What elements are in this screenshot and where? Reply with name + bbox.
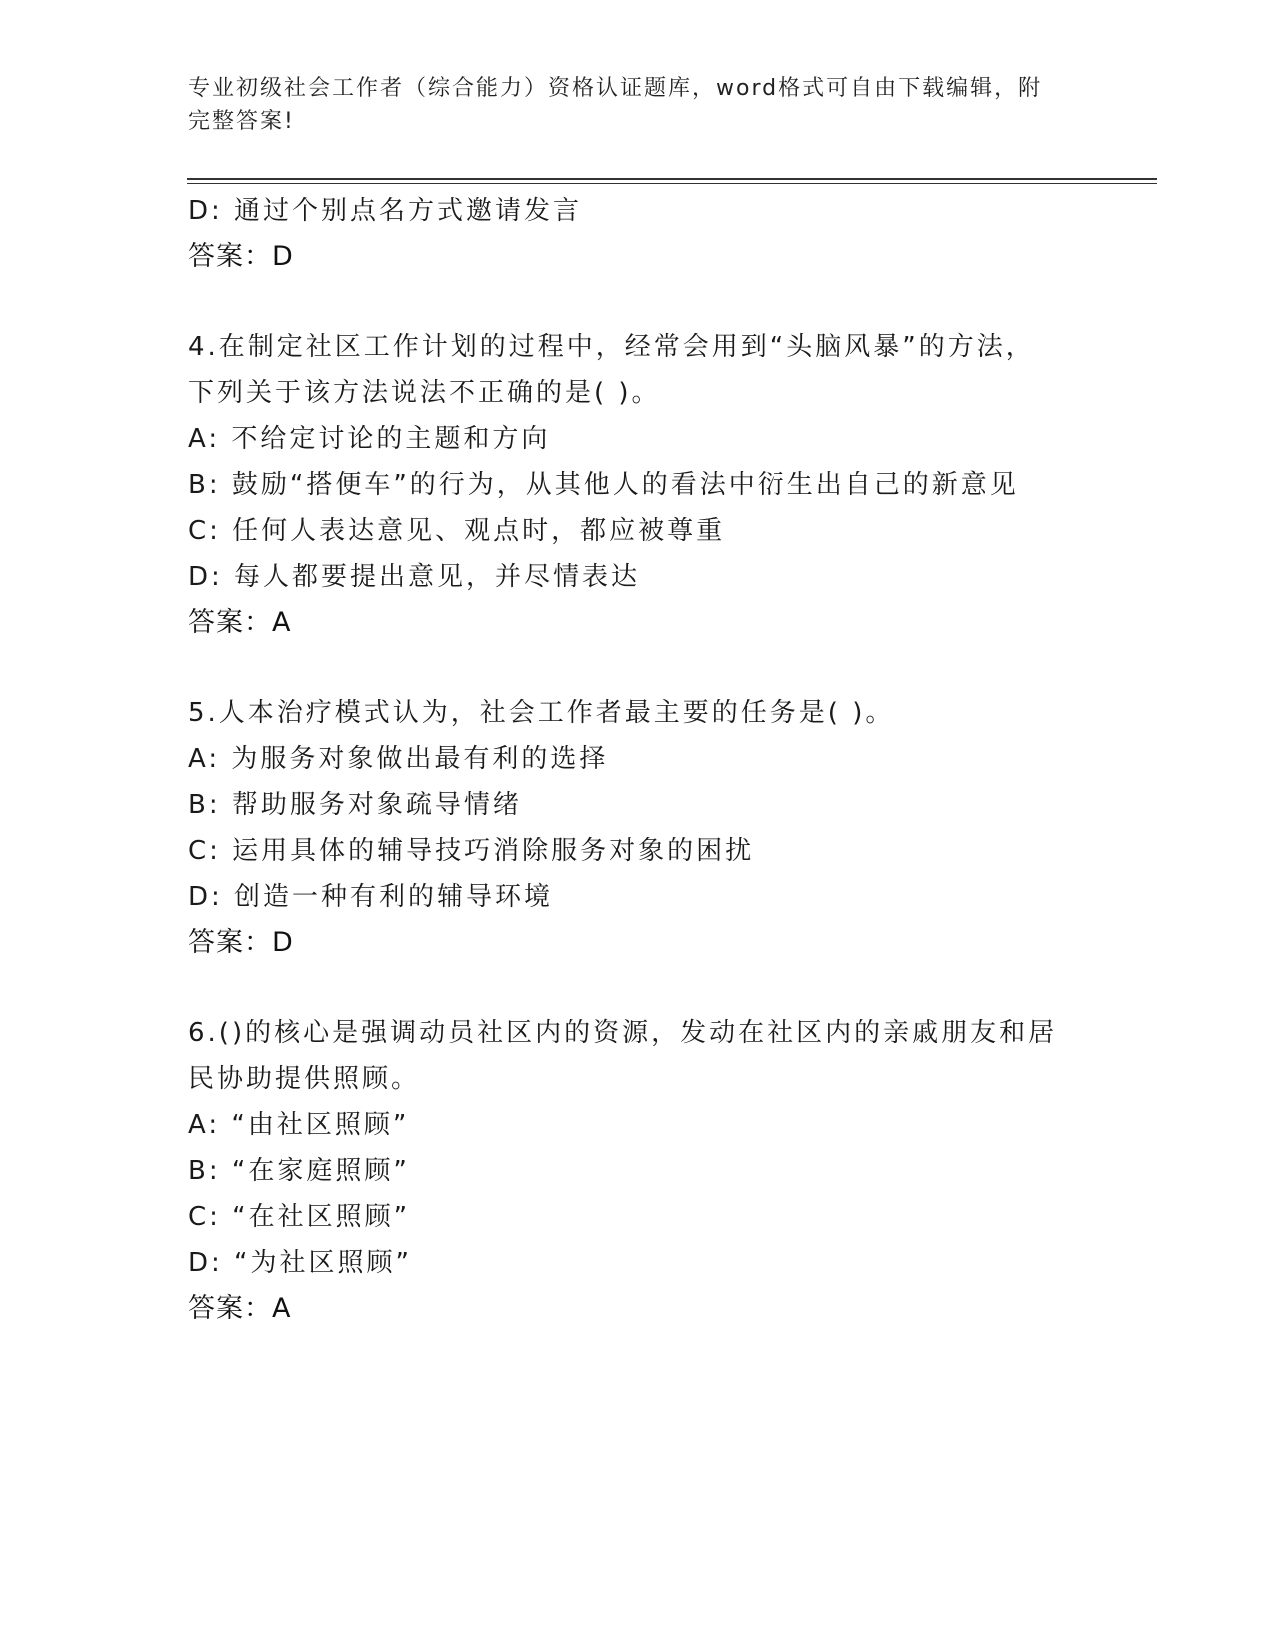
q4-stem-line-2: 下列关于该方法说法不正确的是( )。 <box>188 378 661 408</box>
q6-option-b: B: “在家庭照顾” <box>188 1156 410 1186</box>
question-6 <box>188 1010 1128 1332</box>
q6-stem-line-1: 6.()的核心是强调动员社区内的资源，发动在社区内的亲戚朋友和居 <box>188 1018 1058 1048</box>
spacer <box>188 280 1128 324</box>
q4-answer: 答案：A <box>188 607 292 638</box>
q6-option-c: C: “在社区照顾” <box>188 1202 411 1232</box>
page-header <box>188 72 1088 138</box>
header-line-2: 完整答案! <box>188 109 295 134</box>
q4-option-d: D: 每人都要提出意见，并尽情表达 <box>188 562 641 592</box>
q5-stem-line-1: 5.人本治疗模式认为，社会工作者最主要的任务是( )。 <box>188 698 895 728</box>
q3-answer: 答案：D <box>188 241 294 272</box>
header-line-1: 专业初级社会工作者（综合能力）资格认证题库，word格式可自由下载编辑，附 <box>188 76 1043 101</box>
spacer <box>188 646 1128 690</box>
q4-stem-line-1: 4.在制定社区工作计划的过程中，经常会用到“头脑风暴”的方法， <box>188 332 1035 362</box>
q5-answer: 答案：D <box>188 927 294 958</box>
question-list <box>188 188 1128 1332</box>
question-5 <box>188 690 1128 966</box>
q5-option-c: C: 运用具体的辅导技巧消除服务对象的困扰 <box>188 836 755 866</box>
q4-option-a: A: 不给定讨论的主题和方向 <box>188 424 551 454</box>
header-divider-thick <box>187 178 1157 180</box>
q5-option-a: A: 为服务对象做出最有利的选择 <box>188 744 609 774</box>
spacer <box>188 966 1128 1010</box>
q5-option-b: B: 帮助服务对象疏导情绪 <box>188 790 522 820</box>
header-divider-thin <box>187 183 1157 184</box>
q5-option-d: D: 创造一种有利的辅导环境 <box>188 882 554 912</box>
question-3-tail <box>188 188 1128 280</box>
q6-stem-line-2: 民协助提供照顾。 <box>188 1064 421 1094</box>
q4-option-c: C: 任何人表达意见、观点时，都应被尊重 <box>188 516 726 546</box>
q4-option-b: B: 鼓励“搭便车”的行为，从其他人的看法中衍生出自己的新意见 <box>188 470 1019 500</box>
q6-answer: 答案：A <box>188 1293 292 1324</box>
q6-option-d: D: “为社区照顾” <box>188 1248 412 1278</box>
question-4 <box>188 324 1128 646</box>
q6-option-a: A: “由社区照顾” <box>188 1110 410 1140</box>
q3-option-d: D: 通过个别点名方式邀请发言 <box>188 196 583 226</box>
